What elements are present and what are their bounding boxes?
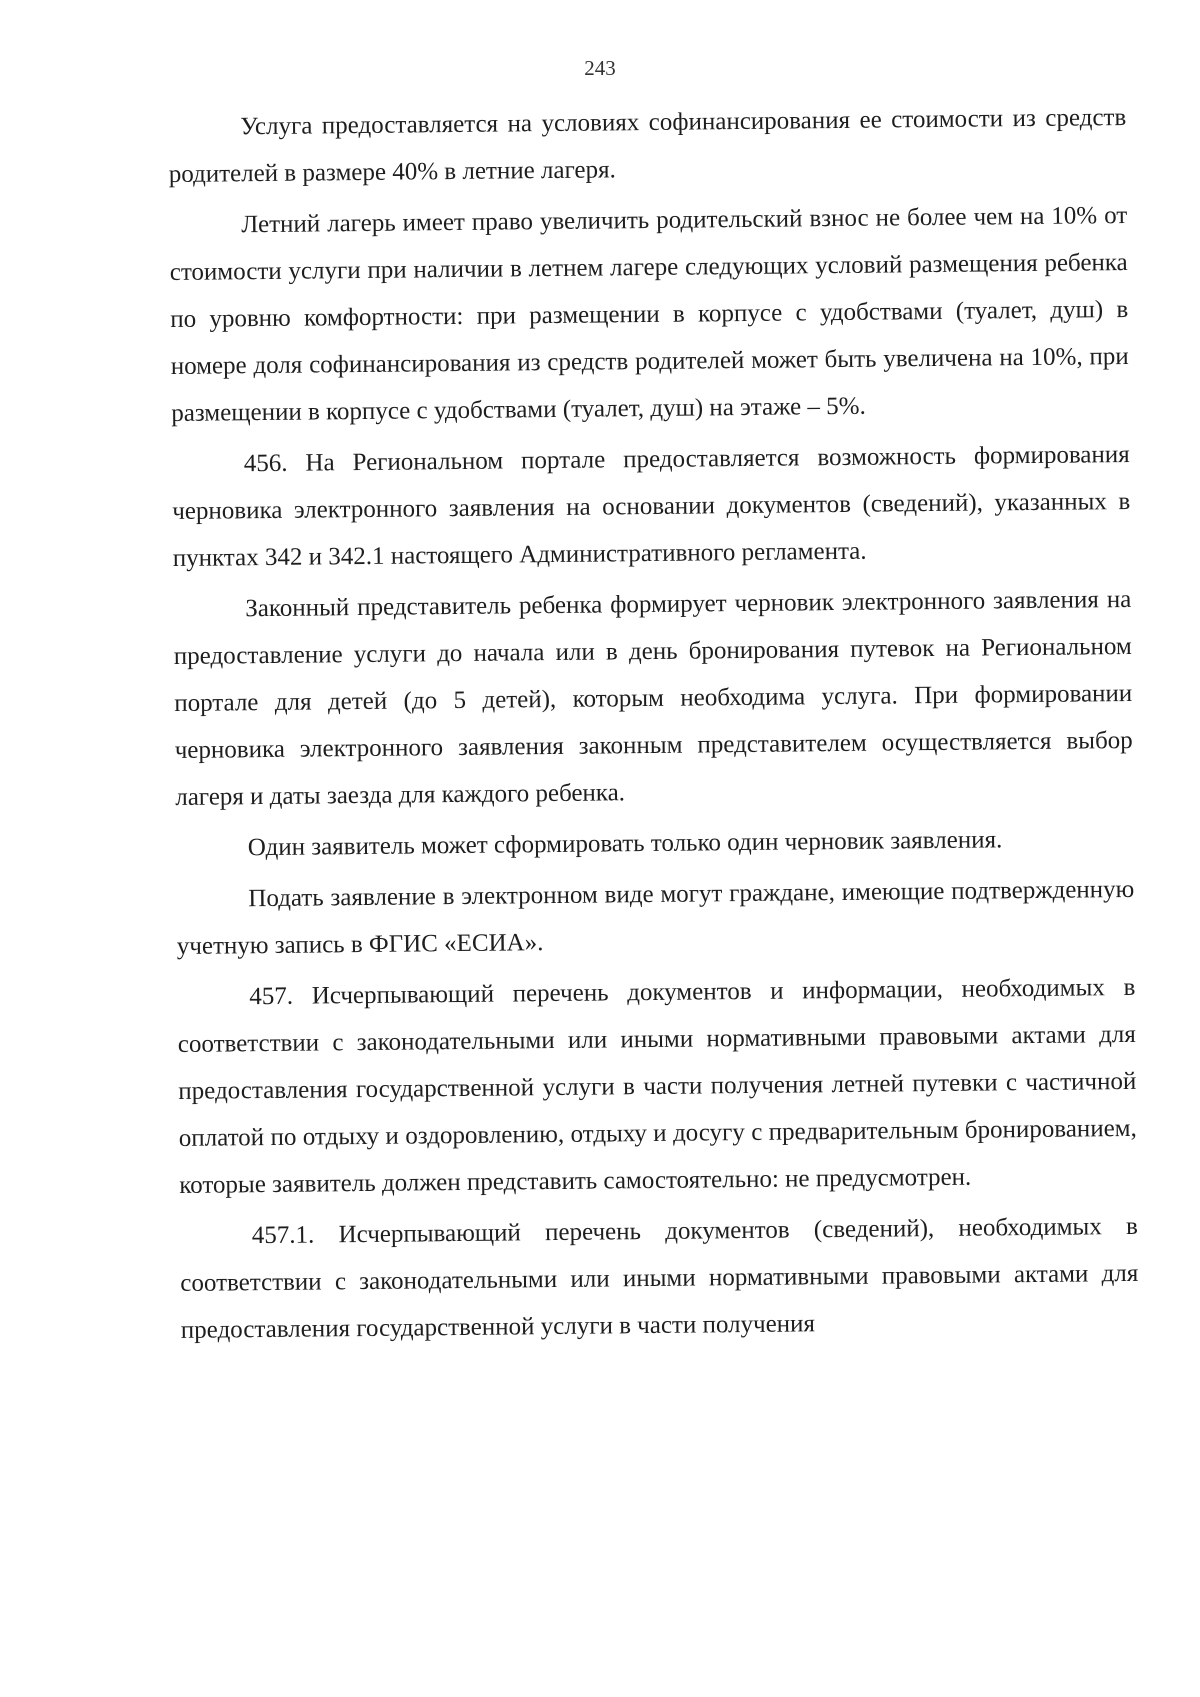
paragraph-single-draft: Один заявитель может сформировать только один черновик заявления. [247,826,1003,862]
paragraph-esia-account: Подать заявление в электронном виде могут граждане, имеющие подтвержденную учетную запись в ФГИС «ЕСИА». [176,875,1135,960]
document-body [168,94,1139,1358]
page-number: 243 [584,56,616,80]
paragraph-457: 457. Исчерпывающий перечень документов и информации, необходимых в соответствии с законодательными или иными нормативными правовыми актами для предоставления государственной услуги в части получения летней путевки с частичной оплатой по отдыху и оздоровлению, отдыху и досугу с предварительным бронированием, которые заявитель должен представить самостоятельно: не предусмотрен. [177,973,1137,1199]
paragraph-456: 456. На Региональном портале предоставляется возможность формирования черновика электронного заявления на основании документов (сведений), указанных в пунктах 342 и 342.1 настоящего Административного регламента. [172,440,1131,572]
paragraph-parental-fee-increase: Летний лагерь имеет право увеличить родительский взнос не более чем на 10% от стоимости услуги при наличии в летнем лагере следующих условий размещения ребенка по уровню комфортности: при размещении в корпусе с удобствами (туалет, душ) в номере доля софинансирования из средств родителей может быть увеличена на 10%, при размещении в корпусе с удобствами (туалет, душ) на этаже – 5%. [169,201,1129,427]
paragraph-457-1: 457.1. Исчерпывающий перечень документов (сведений), необходимых в соответствии с законодательными или иными нормативными правовыми актами для предоставления государственной услуги в части получения [180,1212,1139,1344]
paragraph-cofinancing: Услуга предоставляется на условиях софинансирования ее стоимости из средств родителей в размере 40% в летние лагеря. [168,103,1127,188]
paragraph-draft-application: Законный представитель ребенка формирует черновик электронного заявления на предоставление услуги до начала или в день бронирования путевок на Региональном портале для детей (до 5 детей), которым необходима услуга. При формировании черновика электронного заявления законным представителем осуществляется выбор лагеря и даты заезда для каждого ребенка. [173,585,1133,811]
